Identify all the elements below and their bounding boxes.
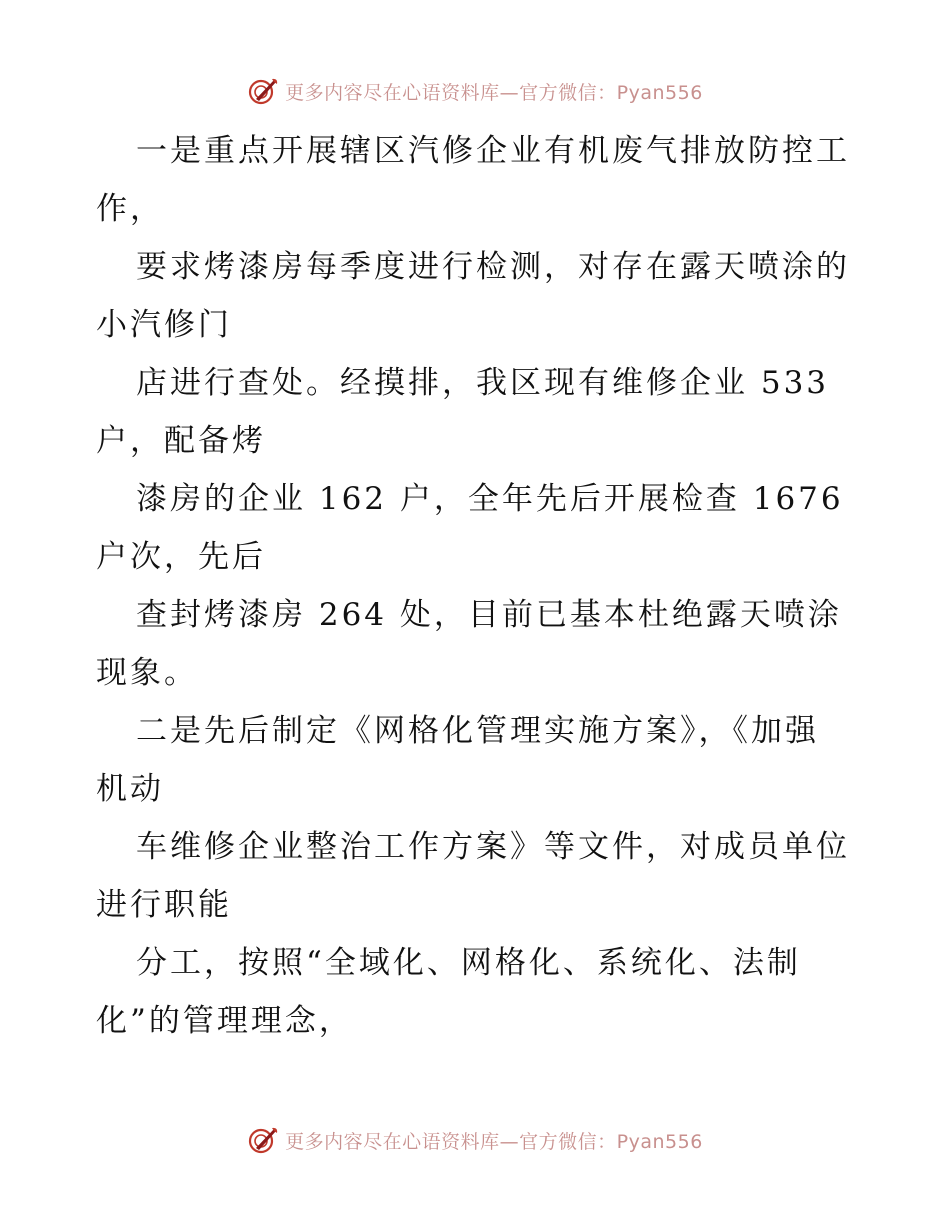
paragraph-line: 分工，按照“全域化、网格化、系统化、法制 <box>136 945 801 981</box>
paragraph-line: 进行职能 <box>96 887 232 923</box>
header-banner <box>0 71 950 111</box>
document-body <box>96 122 856 1050</box>
paragraph-line: 户次，先后 <box>96 539 266 575</box>
paragraph-line: 店进行查处。经摸排，我区现有维修企业 533 <box>136 365 830 401</box>
paragraph-line: 小汽修门 <box>96 307 232 343</box>
footer-banner <box>0 1120 950 1160</box>
quill-pen-logo-icon <box>247 1124 279 1156</box>
paragraph-line: 查封烤漆房 264 处，目前已基本杜绝露天喷涂 <box>136 597 842 633</box>
paragraph-line: 一是重点开展辖区汽修企业有机废气排放防控工 <box>136 133 850 169</box>
quill-pen-logo-icon <box>247 75 279 107</box>
paragraph-line: 作， <box>96 191 164 227</box>
paragraph-line: 要求烤漆房每季度进行检测，对存在露天喷涂的 <box>136 249 850 285</box>
paragraph-line: 机动 <box>96 771 164 807</box>
paragraph-line: 户，配备烤 <box>96 423 266 459</box>
paragraph-line: 车维修企业整治工作方案》等文件，对成员单位 <box>136 829 850 865</box>
paragraph-line: 二是先后制定《网格化管理实施方案》，《加强 <box>136 713 819 749</box>
paragraph-line: 现象。 <box>96 655 198 691</box>
paragraph-line: 化”的管理理念， <box>96 1003 353 1039</box>
footer-banner-text: 更多内容尽在心语资料库—官方微信：Pyan556 <box>285 1130 703 1153</box>
paragraph-line: 漆房的企业 162 户，全年先后开展检查 1676 <box>136 481 844 517</box>
header-banner-text: 更多内容尽在心语资料库—官方微信：Pyan556 <box>285 81 703 104</box>
